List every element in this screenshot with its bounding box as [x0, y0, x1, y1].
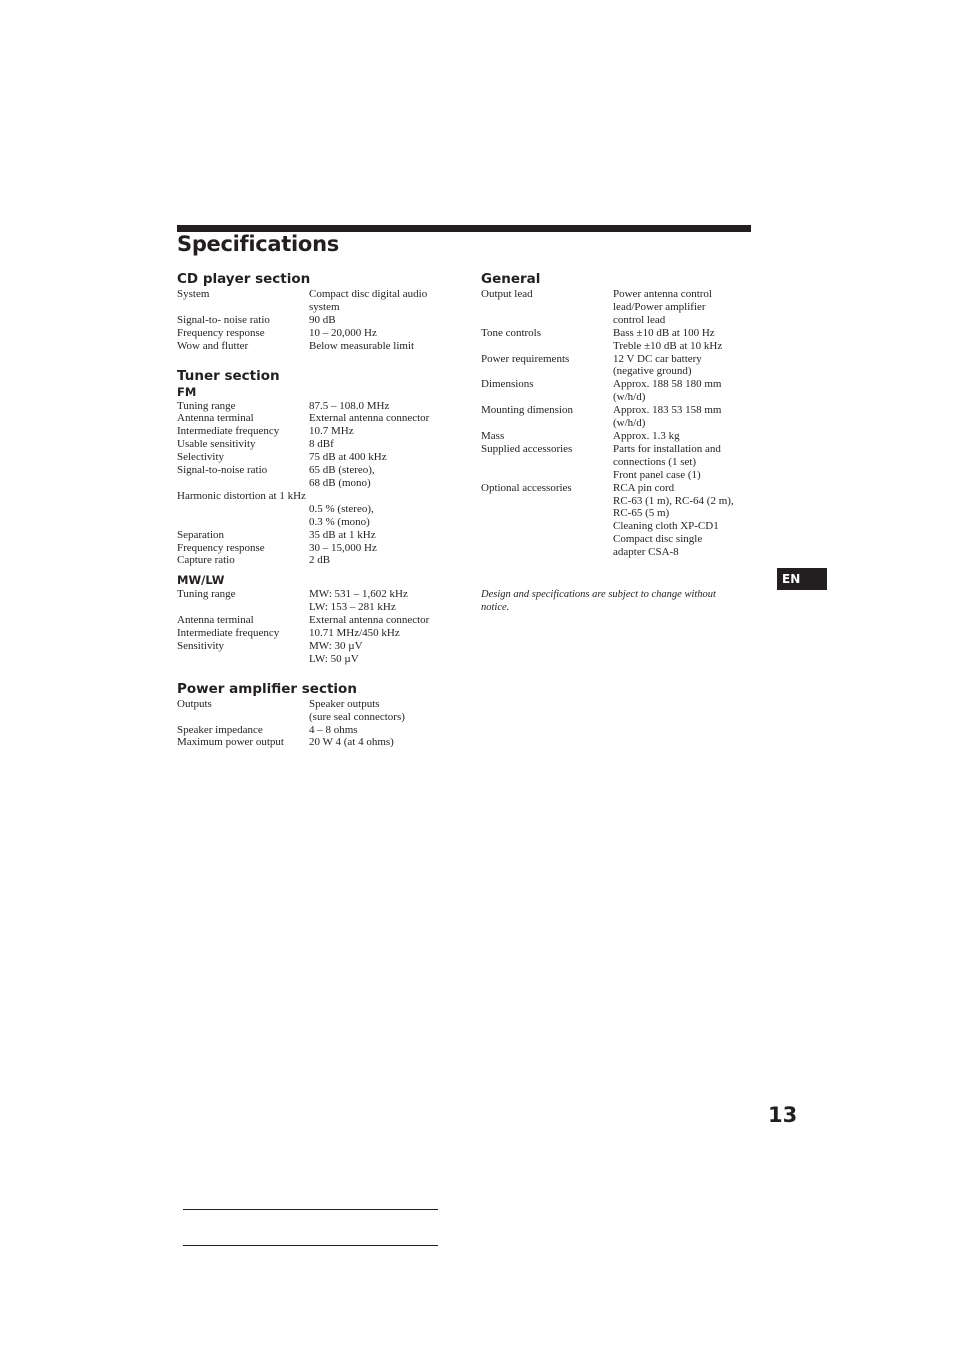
spec-value: Power antenna control lead/Power amplifier control lead	[613, 288, 712, 326]
spec-label: Dimensions	[481, 378, 534, 391]
spec-value: Approx. 1.3 kg	[613, 429, 680, 442]
spec-label: Output lead	[481, 288, 533, 300]
spec-label: Usable sensitivity	[177, 438, 256, 451]
title-rule	[177, 225, 751, 232]
blank-line	[183, 1245, 438, 1246]
subheading-mw-lw: MW/LW	[177, 573, 225, 588]
section-heading-cd-player: CD player section	[177, 271, 311, 287]
spec-row	[481, 430, 766, 443]
spec-value: 8 dBf	[309, 438, 334, 451]
spec-row	[481, 443, 766, 482]
spec-row	[177, 724, 467, 737]
spec-value: Approx. 183 53 158 mm (w/h/d)	[613, 404, 722, 430]
spec-row	[177, 314, 467, 327]
section-heading-general: General	[481, 271, 541, 287]
spec-value: 20 W 4 (at 4 ohms)	[309, 736, 394, 749]
spec-label: Signal-to-noise ratio	[177, 464, 268, 477]
spec-row	[177, 640, 467, 666]
spec-label: System	[177, 288, 210, 300]
spec-label: Antenna terminal	[177, 412, 254, 425]
section-heading-power-amplifier: Power amplifier section	[177, 680, 357, 697]
spec-label: Selectivity	[177, 451, 225, 464]
spec-value: Parts for installation and connections (1 set) Front panel case (1)	[613, 442, 721, 481]
spec-label: Mounting dimension	[481, 404, 573, 417]
spec-value: Speaker outputs (sure seal connectors)	[309, 697, 405, 723]
spec-label: Harmonic distortion at 1 kHz	[177, 489, 306, 502]
spec-label: Wow and flutter	[177, 339, 249, 352]
spec-row	[177, 588, 467, 614]
spec-row	[177, 554, 467, 567]
spec-value: 10 – 20,000 Hz	[309, 326, 377, 339]
specification-note: Design and specifications are subject to change without notice.	[481, 589, 716, 614]
spec-label: Capture ratio	[177, 554, 235, 567]
spec-value: 90 dB	[309, 313, 336, 326]
spec-row	[481, 404, 766, 430]
spec-row	[177, 542, 467, 555]
left-column	[177, 270, 467, 749]
spec-label: Optional accessories	[481, 481, 572, 494]
spec-label: Outputs	[177, 697, 212, 710]
spec-row	[481, 482, 766, 559]
spec-value: 75 dB at 400 kHz	[309, 451, 387, 464]
spec-value: MW: 30 µV LW: 50 µV	[309, 639, 363, 665]
right-column	[481, 270, 766, 614]
page-title: Specifications	[177, 232, 339, 256]
cd-spec-list	[177, 288, 467, 353]
spec-label: Power requirements	[481, 352, 570, 365]
spec-value: Compact disc digital audio system	[309, 288, 428, 313]
spec-value: 87.5 – 108.0 MHz	[309, 399, 390, 412]
spec-label: Frequency response	[177, 541, 265, 554]
spec-row	[177, 698, 467, 724]
subheading-fm: FM	[177, 384, 197, 399]
spec-row-indented-value	[177, 503, 467, 529]
spec-row-full-label	[177, 490, 467, 503]
spec-value: MW: 531 – 1,602 kHz LW: 153 – 281 kHz	[309, 588, 408, 614]
general-spec-list	[481, 288, 766, 559]
spec-row	[481, 327, 766, 353]
spec-value: Bass ±10 dB at 100 Hz Treble ±10 dB at 10 kHz	[613, 326, 723, 352]
spec-row	[177, 627, 467, 640]
mwlw-spec-list	[177, 588, 467, 665]
spec-row	[481, 353, 766, 379]
spec-label: Signal-to- noise ratio	[177, 313, 270, 326]
spec-row	[177, 736, 467, 749]
section-heading-tuner: Tuner section	[177, 367, 280, 384]
spec-value: External antenna connector	[309, 412, 430, 425]
spec-label: Maximum power output	[177, 736, 284, 749]
spec-value: Below measurable limit	[309, 339, 415, 352]
spec-row	[177, 614, 467, 627]
spec-label: Supplied accessories	[481, 442, 573, 455]
spec-value: Approx. 188 58 180 mm (w/h/d)	[613, 378, 722, 404]
spec-value: 35 dB at 1 kHz	[309, 528, 376, 541]
spec-row	[481, 288, 766, 327]
spec-label: Speaker impedance	[177, 723, 263, 736]
power-spec-list	[177, 698, 467, 750]
language-tab: EN	[777, 568, 827, 590]
spec-value: 65 dB (stereo), 68 dB (mono)	[309, 464, 375, 489]
spec-label: Frequency response	[177, 326, 265, 339]
spec-row	[177, 288, 467, 314]
spec-label: Intermediate frequency	[177, 425, 280, 438]
spec-label: Sensitivity	[177, 639, 225, 652]
spec-value: 10.71 MHz/450 kHz	[309, 627, 400, 640]
spec-value: 10.7 MHz	[309, 425, 354, 438]
spec-row	[177, 529, 467, 542]
spec-row	[177, 340, 467, 353]
spec-label: Antenna terminal	[177, 614, 254, 627]
spec-label: Intermediate frequency	[177, 627, 280, 640]
spec-row	[177, 464, 467, 490]
spec-value: 30 – 15,000 Hz	[309, 541, 377, 554]
fm-spec-list	[177, 400, 467, 568]
spec-row	[177, 438, 467, 451]
spec-row	[177, 327, 467, 340]
spec-label: Mass	[481, 429, 505, 442]
spec-label: Tuning range	[177, 399, 236, 412]
spec-value: 4 – 8 ohms	[309, 723, 358, 736]
page-number: 13	[768, 1103, 798, 1127]
spec-label: Separation	[177, 528, 225, 541]
spec-row	[177, 451, 467, 464]
spec-row	[481, 378, 766, 404]
spec-value: 0.5 % (stereo), 0.3 % (mono)	[309, 502, 374, 528]
spec-row	[177, 412, 467, 425]
spec-value: 2 dB	[309, 554, 331, 567]
spec-value: External antenna connector	[309, 614, 430, 627]
spec-row	[177, 400, 467, 413]
spec-value: 12 V DC car battery (negative ground)	[613, 352, 702, 378]
spec-label: Tuning range	[177, 588, 236, 601]
spec-label: Tone controls	[481, 326, 542, 339]
spec-row	[177, 425, 467, 438]
spec-value: RCA pin cord RC-63 (1 m), RC-64 (2 m), RC-65 (5 m) Cleaning cloth XP-CD1 Compact disc single adapter CSA-8	[613, 481, 734, 559]
blank-line	[183, 1209, 438, 1210]
